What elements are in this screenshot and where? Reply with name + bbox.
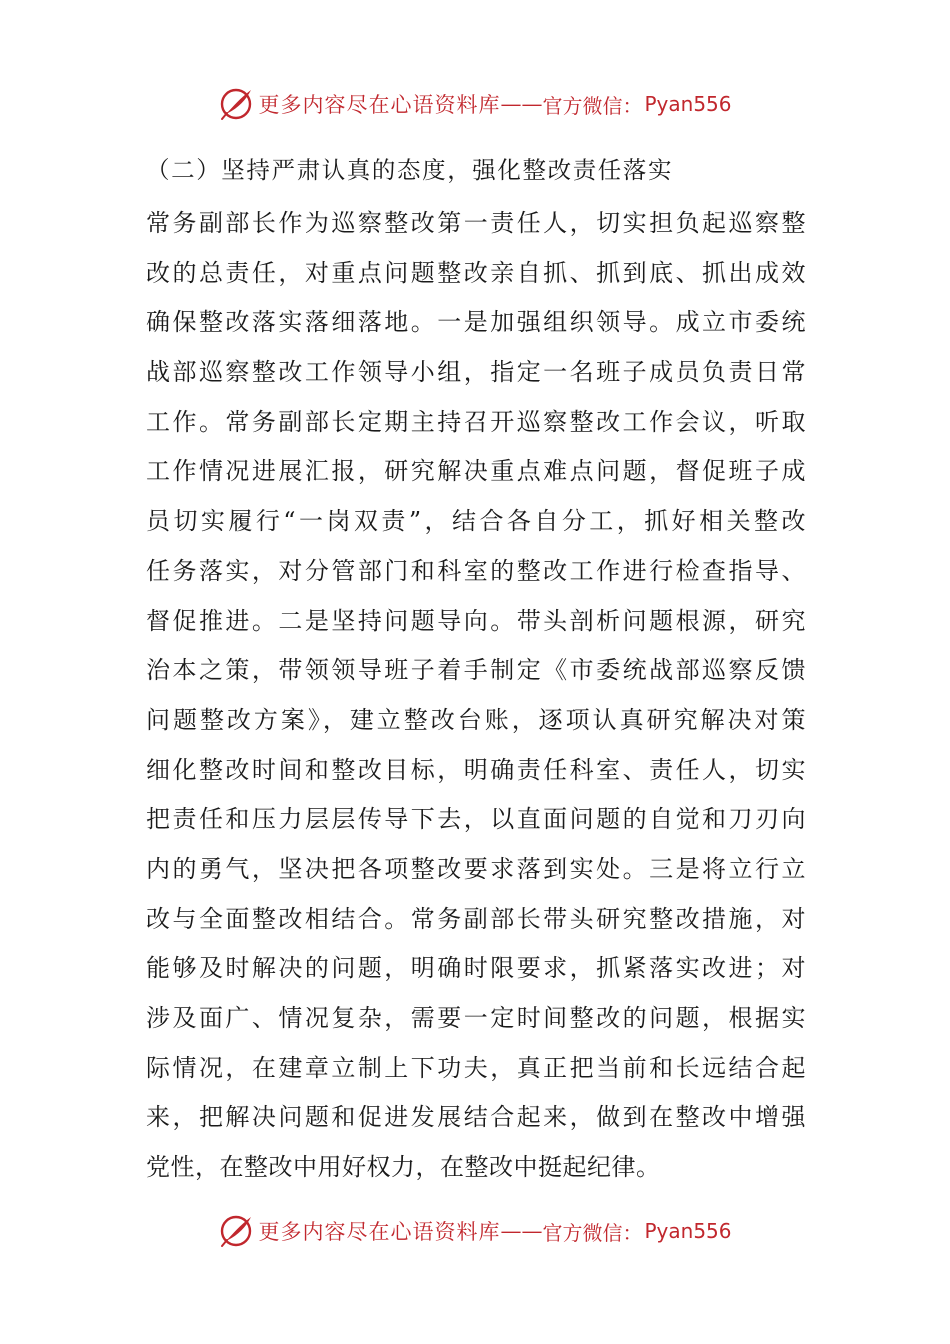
- quill-logo-icon: [218, 86, 254, 122]
- body-line: 际情况，在建章立制上下功夫，真正把当前和长远结合起: [146, 1053, 806, 1082]
- body-line: 督促推进。二是坚持问题导向。带头剖析问题根源，研究: [146, 606, 806, 635]
- body-line: 治本之策，带领领导班子着手制定《市委统战部巡察反馈: [146, 656, 806, 685]
- body-text: [146, 199, 806, 1193]
- banner-id: Pyan556: [644, 92, 732, 116]
- banner-id: Pyan556: [644, 1219, 732, 1243]
- body-line: 工作情况进展汇报，研究解决重点难点问题，督促班子成: [146, 457, 806, 486]
- body-line: 涉及面广、情况复杂，需要一定时间整改的问题，根据实: [146, 1004, 806, 1032]
- body-line: 改的总责任，对重点问题整改亲自抓、抓到底、抓出成效: [146, 258, 806, 287]
- body-line: 来，把解决问题和促进发展结合起来，做到在整改中增强: [146, 1103, 806, 1132]
- banner-text: 更多内容尽在心语资料库: [258, 93, 501, 117]
- footer-banner: [0, 1211, 950, 1251]
- body-line: 任务落实，对分管部门和科室的整改工作进行检查指导、: [146, 556, 806, 585]
- banner-separator: ——: [500, 1219, 543, 1243]
- banner-label: 官方微信：: [542, 93, 643, 118]
- body-line: 细化整改时间和整改目标，明确责任科室、责任人，切实: [146, 755, 806, 784]
- body-line: 党性，在整改中用好权力，在整改中挺起纪律。: [146, 1153, 661, 1182]
- body-line: 员切实履行“一岗双责”，结合各自分工，抓好相关整改: [146, 507, 806, 536]
- body-line: 问题整改方案》，建立整改台账，逐项认真研究解决对策: [146, 705, 806, 734]
- section-heading: （二）坚持严肃认真的态度，强化整改责任落实: [146, 156, 674, 184]
- body-line: 战部巡察整改工作领导小组，指定一名班子成员负责日常: [146, 358, 806, 387]
- body-line: 工作。常务副部长定期主持召开巡察整改工作会议，听取: [146, 407, 806, 436]
- body-line: 把责任和压力层层传导下去，以直面问题的自觉和刀刃向: [146, 805, 806, 834]
- body-line: 确保整改落实落细落地。一是加强组织领导。成立市委统: [146, 308, 806, 337]
- body-line: 能够及时解决的问题，明确时限要求，抓紧落实改进；对: [146, 954, 806, 983]
- body-line: 改与全面整改相结合。常务副部长带头研究整改措施，对: [146, 904, 806, 933]
- header-banner: [0, 84, 950, 124]
- body-line: 内的勇气，坚决把各项整改要求落到实处。三是将立行立: [146, 854, 806, 883]
- banner-separator: ——: [500, 92, 543, 116]
- body-line: 常务副部长作为巡察整改第一责任人，切实担负起巡察整: [146, 209, 806, 237]
- banner-label: 官方微信：: [542, 1220, 643, 1245]
- quill-logo-icon: [218, 1213, 254, 1249]
- banner-text: 更多内容尽在心语资料库: [258, 1220, 501, 1244]
